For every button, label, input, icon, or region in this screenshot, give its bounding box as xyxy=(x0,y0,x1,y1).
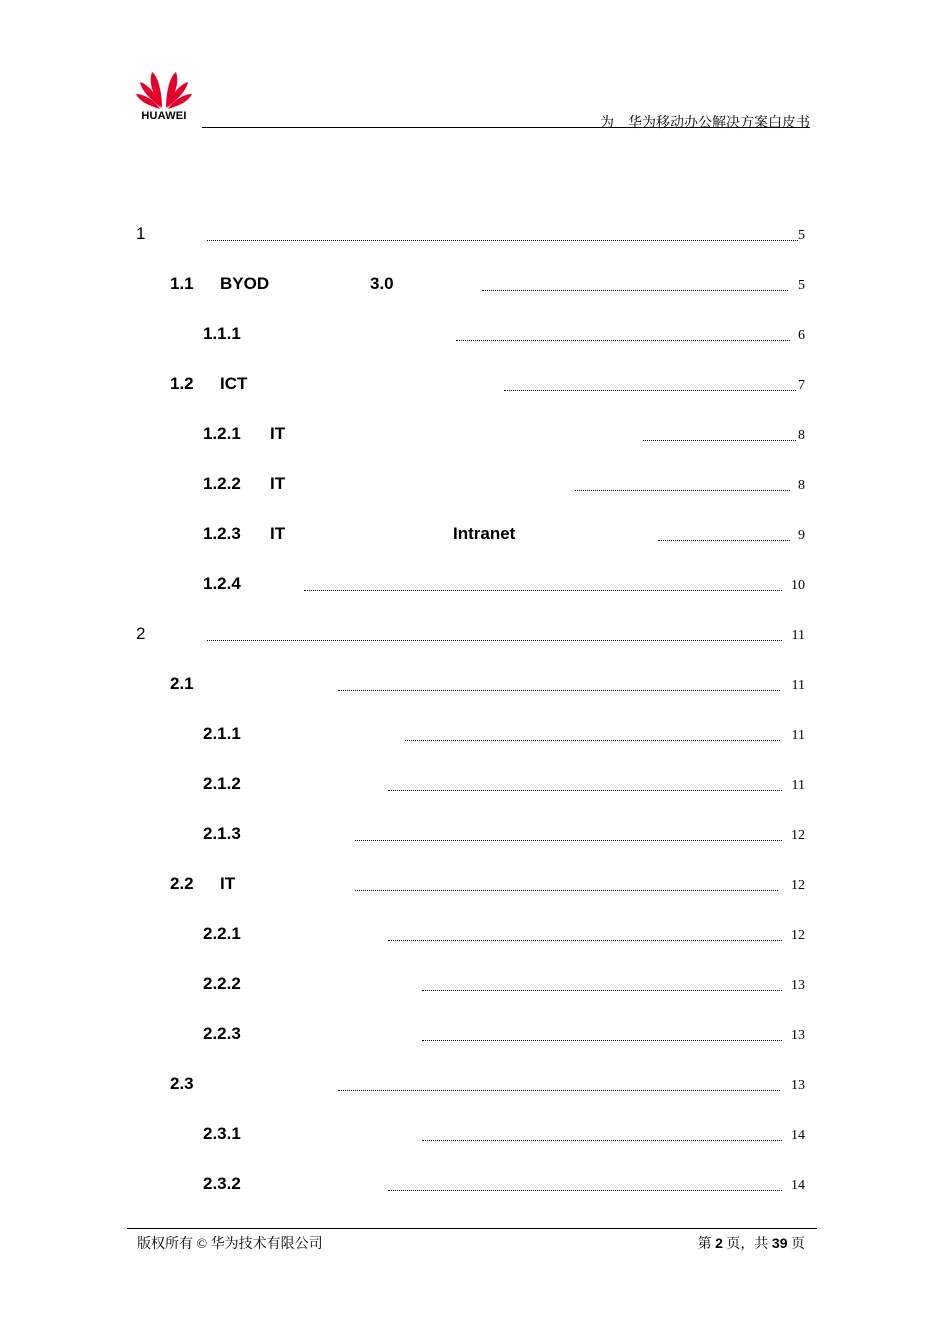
toc-page: 12 xyxy=(791,928,805,943)
toc-number: 2 xyxy=(136,624,146,643)
toc-leader xyxy=(207,640,782,641)
toc-number: 1.1 xyxy=(170,274,194,293)
toc-page: 14 xyxy=(791,1128,805,1143)
toc-number: 2.2.2 xyxy=(203,974,241,993)
toc-page: 11 xyxy=(791,678,805,693)
toc-term: BYOD xyxy=(220,274,270,293)
toc-entry[interactable] xyxy=(0,424,950,452)
page-current: 2 xyxy=(715,1235,723,1251)
toc-entry[interactable] xyxy=(0,624,950,652)
toc-leader xyxy=(355,890,778,891)
footer-page-info xyxy=(698,1233,805,1253)
toc-term: ICT xyxy=(220,374,248,393)
toc-term: IT xyxy=(220,874,236,893)
toc-entry[interactable] xyxy=(0,924,950,952)
toc-number: 2.3.1 xyxy=(203,1124,241,1143)
toc-entry[interactable] xyxy=(0,1174,950,1202)
toc-number: 1.2.1 xyxy=(203,424,241,443)
toc-entry[interactable] xyxy=(0,274,950,302)
toc-page: 11 xyxy=(791,628,805,643)
toc-number: 2.2.3 xyxy=(203,1024,241,1043)
toc-page: 12 xyxy=(791,828,805,843)
toc-page: 13 xyxy=(791,1028,805,1043)
toc-leader xyxy=(405,740,780,741)
toc-entry[interactable] xyxy=(0,524,950,552)
toc-number: 1.2.2 xyxy=(203,474,241,493)
toc-page: 9 xyxy=(798,528,805,543)
toc-leader xyxy=(422,1140,782,1141)
toc-term: IT xyxy=(270,524,286,543)
toc-leader xyxy=(643,440,796,441)
toc-leader xyxy=(482,290,788,291)
header-rule xyxy=(202,127,810,128)
toc-number: 1.2 xyxy=(170,374,194,393)
toc-entry[interactable] xyxy=(0,1024,950,1052)
toc-entry[interactable] xyxy=(0,374,950,402)
toc-leader xyxy=(504,390,796,391)
toc-leader xyxy=(207,240,798,241)
logo-text: HUAWEI xyxy=(141,110,187,122)
header-title: 为 华为移动办公解决方案白皮书 xyxy=(600,116,810,131)
toc-page: 5 xyxy=(798,278,805,293)
toc-entry[interactable] xyxy=(0,574,950,602)
toc-entry[interactable] xyxy=(0,874,950,902)
toc-page: 14 xyxy=(791,1178,805,1193)
toc-leader xyxy=(456,340,790,341)
toc-leader xyxy=(422,1040,782,1041)
toc-leader xyxy=(338,690,780,691)
toc-leader xyxy=(338,1090,780,1091)
toc-number: 1.1.1 xyxy=(203,324,241,343)
toc-entry[interactable] xyxy=(0,724,950,752)
toc-term: IT xyxy=(270,474,286,493)
toc-term: 3.0 xyxy=(370,274,394,293)
footer-copyright: 版权所有 © 华为技术有限公司 xyxy=(137,1237,323,1252)
page-mid: 页，共 xyxy=(726,1237,769,1252)
toc-number: 2.1 xyxy=(170,674,194,693)
toc-number: 2.2.1 xyxy=(203,924,241,943)
toc-number: 2.2 xyxy=(170,874,194,893)
toc-page: 12 xyxy=(791,878,805,893)
toc-leader xyxy=(575,490,790,491)
toc-number: 2.1.3 xyxy=(203,824,241,843)
toc-page: 13 xyxy=(791,1078,805,1093)
toc-number: 2.1.1 xyxy=(203,724,241,743)
huawei-logo xyxy=(134,66,194,126)
toc-page: 6 xyxy=(798,328,805,343)
toc-entry[interactable] xyxy=(0,674,950,702)
page-suffix: 页 xyxy=(791,1237,805,1252)
toc-entry[interactable] xyxy=(0,824,950,852)
toc-entry[interactable] xyxy=(0,774,950,802)
toc-page: 10 xyxy=(791,578,805,593)
toc-entry[interactable] xyxy=(0,224,950,252)
toc-entry[interactable] xyxy=(0,974,950,1002)
toc-number: 2.1.2 xyxy=(203,774,241,793)
toc-page: 11 xyxy=(791,728,805,743)
toc-number: 1.2.4 xyxy=(203,574,241,593)
toc-page: 5 xyxy=(798,228,805,243)
toc-page: 11 xyxy=(791,778,805,793)
footer-rule xyxy=(127,1228,817,1229)
toc-page: 8 xyxy=(798,428,805,443)
toc-leader xyxy=(388,940,782,941)
toc-entry[interactable] xyxy=(0,1074,950,1102)
toc-entry[interactable] xyxy=(0,474,950,502)
toc-entry[interactable] xyxy=(0,324,950,352)
toc-number: 2.3.2 xyxy=(203,1174,241,1193)
toc-page: 13 xyxy=(791,978,805,993)
toc-term: Intranet xyxy=(453,524,516,543)
toc-leader xyxy=(658,540,790,541)
toc-number: 1.2.3 xyxy=(203,524,241,543)
page-total: 39 xyxy=(771,1235,788,1251)
toc-number: 1 xyxy=(136,224,146,243)
toc-term: IT xyxy=(270,424,286,443)
toc-number: 2.3 xyxy=(170,1074,194,1093)
toc-leader xyxy=(388,1190,782,1191)
toc-page: 7 xyxy=(798,378,805,393)
toc-entry[interactable] xyxy=(0,1124,950,1152)
toc-leader xyxy=(422,990,782,991)
toc-page: 8 xyxy=(798,478,805,493)
toc-leader xyxy=(355,840,782,841)
huawei-flower-icon xyxy=(134,66,194,110)
toc-leader xyxy=(304,590,782,591)
page-prefix: 第 xyxy=(697,1237,712,1252)
toc-leader xyxy=(388,790,782,791)
